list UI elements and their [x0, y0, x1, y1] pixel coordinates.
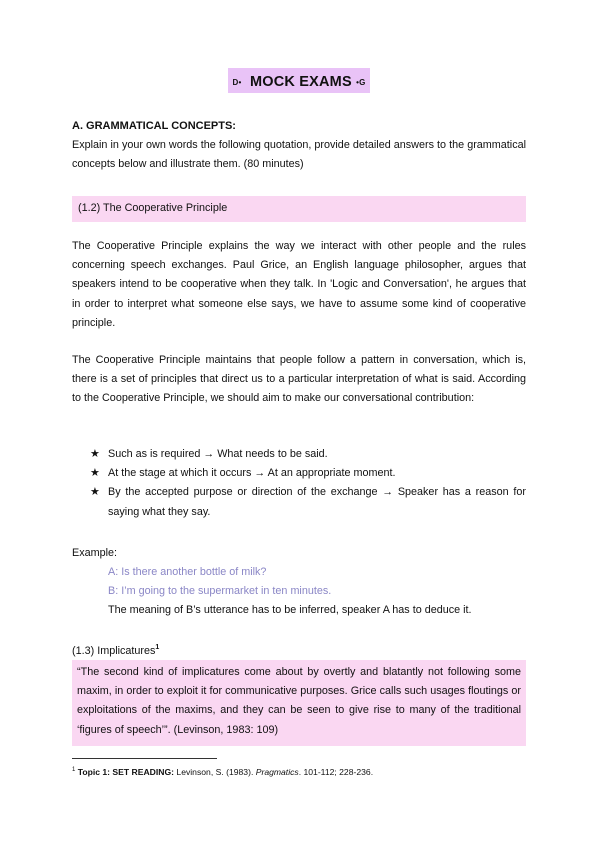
page-title-text: MOCK EXAMS	[249, 74, 352, 90]
list-item	[72, 483, 526, 521]
subsection-1-3-heading-text: (1.3) Implicatures	[72, 645, 156, 657]
implicatures-quote-box	[72, 660, 526, 746]
footnote-lead: Topic 1: SET READING:	[77, 767, 175, 777]
footnote-book-title: Pragmatics	[255, 767, 299, 777]
star-icon: ★	[90, 448, 100, 460]
list-item-text: By the accepted purpose or direction of the exchange → Speaker has a reason for saying what they say.	[108, 486, 526, 518]
subsection-1-3-heading	[72, 638, 526, 661]
section-a-heading: A. GRAMMATICAL CONCEPTS:	[72, 120, 236, 132]
list-item	[72, 464, 526, 483]
example-line-a: A: Is there another bottle of milk?	[108, 566, 267, 578]
cooperative-principle-paragraph-2: The Cooperative Principle maintains that people follow a pattern in conversation, which is, there is a set of principles that direct us to a particular interpretation of what is said. According to the Cooperative Principle, we should aim to make our conversational contribution:	[72, 354, 526, 405]
star-icon: ★	[90, 467, 100, 480]
page-title	[228, 68, 369, 93]
footnote-mark: 1	[72, 767, 76, 773]
cooperative-principle-paragraph-1: The Cooperative Principle explains the way we interact with other people and the rules concerning speech exchanges. Paul Grice, an English language philosopher, argues that speakers intend to be cooperative when they talk. In 'Logic and Conversation', he argues that in order to interpret what someone else says, we have to assume some kind of cooperative principle.	[72, 240, 526, 329]
footnote	[72, 763, 526, 779]
list-item	[72, 445, 526, 464]
footnote-reference[interactable]: 1	[155, 644, 160, 651]
implicatures-quote: “The second kind of implicatures come about by overtly and blatantly not following some maxim, in order to exploit it for communicative purposes. Grice calls such usages floutings or exploitations of the maxims, and they can be seen to give rise to many of the traditional ‘figures of speech’”. (Levinson, 1983: 109)	[77, 666, 521, 736]
footnote-author: Levinson, S. (1983).	[174, 767, 256, 777]
title-block	[72, 68, 526, 93]
example-label: Example:	[72, 547, 118, 559]
section-a-intro: Explain in your own words the following quotation, provide detailed answers to the grammatical concepts below and illustrate them. (80 minutes)	[72, 139, 526, 171]
title-right-ornament: •G	[356, 78, 366, 87]
star-icon: ★	[90, 486, 100, 499]
footnote-pages: . 101-112; 228-236.	[298, 767, 374, 777]
maxims-list	[72, 445, 526, 522]
footnote-divider	[72, 758, 217, 759]
list-item-text: At the stage at which it occurs → At an appropriate moment.	[108, 467, 396, 480]
title-left-ornament: D•	[232, 78, 242, 87]
example-explanation: The meaning of B’s utterance has to be inferred, speaker A has to deduce it.	[108, 604, 472, 616]
example-line-b: B: I’m going to the supermarket in ten minutes.	[108, 585, 332, 597]
list-item-text: Such as is required → What needs to be said.	[108, 448, 328, 460]
subsection-1-2-heading-box	[72, 196, 526, 222]
subsection-1-2-heading: (1.2) The Cooperative Principle	[78, 202, 228, 214]
